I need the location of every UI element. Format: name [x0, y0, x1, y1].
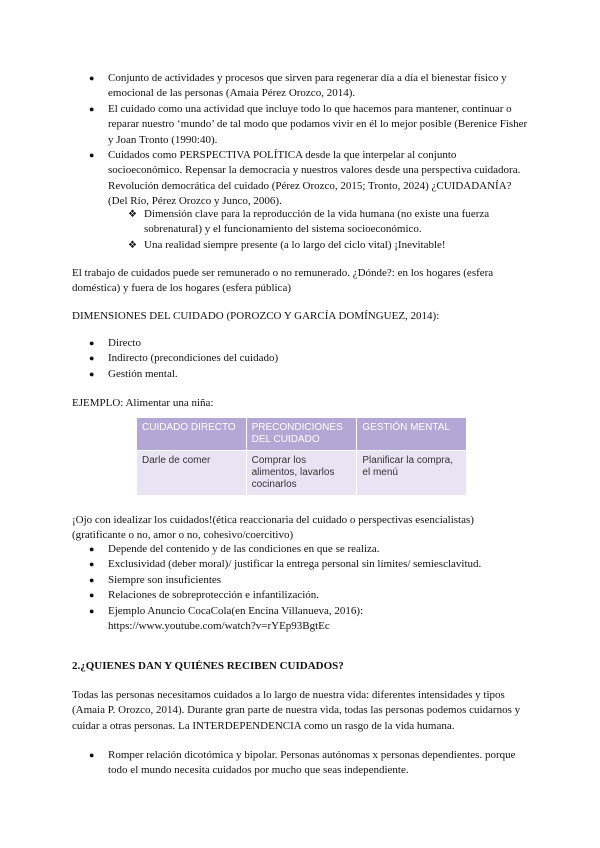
definitions-list — [89, 71, 528, 210]
table-cell: Comprar los alimentos, lavarlos cocinarlos — [246, 451, 357, 496]
bullet-icon: ● — [89, 559, 95, 570]
ejemplo-label: EJEMPLO: Alimentar una niña: — [72, 397, 214, 409]
ojo-list — [89, 542, 528, 634]
bullet-icon: ● — [89, 574, 95, 585]
example-table — [137, 418, 467, 495]
bullet-icon: ● — [89, 73, 95, 83]
dimensiones-heading: DIMENSIONES DEL CUIDADO (POROZCO Y GARCÍA DOMÍNGUEZ, 2014): — [72, 310, 440, 322]
diamond-bullet-icon: ❖ — [128, 209, 137, 220]
bullet-icon: ● — [89, 150, 95, 161]
table-header-cell: GESTIÓN MENTAL — [357, 418, 467, 451]
list-item: ● Romper relación dicotómica y bipolar. Personas autónomas x personas dependientes. porque todo el mundo necesita cuidados por mucho que seas independiente. — [89, 749, 516, 777]
section-2-paragraph: Todas las personas necesitamos cuidados a lo largo de nuestra vida: diferentes intensidades y tipos (Amaia P. Orozco, 2014). Durante gran parte de nuestra vida, todas las personas podemos cuidarnos y cuidar a otras personas. La INTERDEPENDENCIA como un rasgo de la vida humana. — [72, 689, 521, 732]
paragraph-ojo: ¡Ojo con idealizar los cuidados!(ética reaccionaria del cuidado o perspectivas esencialistas) (gratificante o no, amor o no, cohesivo/coercitivo) — [72, 514, 474, 542]
diamond-bullet-icon: ❖ — [128, 239, 137, 251]
bullet-icon: ● — [89, 605, 95, 616]
list-item: ● Gestión mental. — [108, 367, 528, 382]
dimensiones-list — [89, 336, 528, 382]
table-header-cell: PRECONDICIONES DEL CUIDADO — [246, 418, 357, 451]
list-item: ● Exclusividad (deber moral)/ justificar la entrega personal sin límites/ semiesclavitud. — [108, 557, 528, 572]
bullet-icon: ● — [89, 368, 95, 379]
bullet-icon: ● — [89, 590, 95, 601]
list-item: ● Indirecto (precondiciones del cuidado) — [108, 351, 528, 366]
table-cell: Planificar la compra, el menú — [357, 451, 467, 496]
bullet-icon: ● — [89, 338, 95, 348]
table-header-row — [137, 418, 467, 451]
list-item: ● El cuidado como una actividad que incluye todo lo que hacemos para mantener, continuar o reparar nuestro ‘mundo’ de tal modo que podamos vivir en él lo mejor posible (Berenice Fisher y Joan Tronto (1990:40). — [89, 102, 528, 146]
bullet-icon: ● — [89, 103, 95, 114]
table-cell: Darle de comer — [137, 451, 246, 496]
bullet-icon: ● — [89, 353, 95, 364]
list-item: ● Depende del contenido y de las condiciones en que se realiza. — [108, 542, 528, 557]
table-header-cell: CUIDADO DIRECTO — [137, 418, 246, 451]
final-list — [89, 748, 528, 779]
list-item: ❖ Dimensión clave para la reproducción de la vida humana (no existe una fuerza sobrenatural) y el funcionamiento del sistema socioeconómico. — [128, 208, 490, 236]
bullet-icon: ● — [89, 750, 95, 760]
list-item: ● Cuidados como PERSPECTIVA POLÍTICA desde la que interpelar al conjunto socioeconómico. Repensar la democracia y nuestros valores desde una perspectiva cuidadora. Revolución democrática del cuidado (Pérez Orozco, 2015; Tronto, 2024) ¿CUIDADANÍA? (Del Río, Pérez Orozco y Junco, 2006). — [89, 149, 521, 208]
table-row — [137, 451, 467, 496]
list-item: ● Conjunto de actividades y procesos que sirven para regenerar día a día el bienestar físico y emocional de las personas (Amaia Pérez Orozco, 2014). — [89, 72, 507, 100]
sub-list — [128, 207, 516, 253]
list-item: ● Siempre son insuficientes — [108, 573, 528, 588]
list-item: ❖ Una realidad siempre presente (a lo largo del ciclo vital) ¡Inevitable! — [144, 238, 516, 253]
list-item: ● Directo — [108, 336, 528, 351]
list-item: ● Ejemplo Anuncio CocaCola(en Encina Villanueva, 2016): https://www.youtube.com/watch?v=rYEp93BgtEc — [89, 604, 364, 633]
list-item: ● Relaciones de sobreprotección e infantilización. — [108, 588, 528, 603]
bullet-icon: ● — [89, 544, 95, 554]
paragraph-remunerado: El trabajo de cuidados puede ser remunerado o no remunerado. ¿Dónde?: en los hogares (esfera doméstica) y fuera de los hogares (esfera pública) — [72, 267, 494, 295]
section-2-heading: 2.¿QUIENES DAN Y QUIÉNES RECIBEN CUIDADOS? — [72, 660, 344, 672]
